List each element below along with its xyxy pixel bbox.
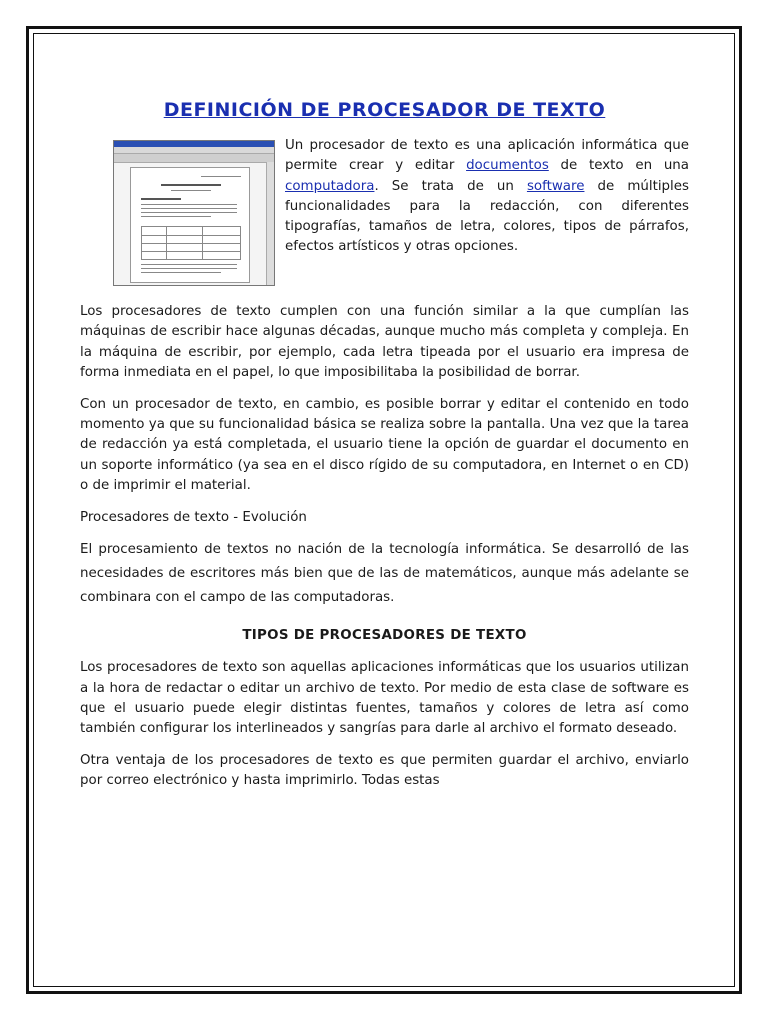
word-processor-screenshot-icon [113, 140, 275, 286]
link-computadora[interactable]: computadora [285, 178, 375, 194]
evolution-subtitle: Procesadores de texto - Evolución [80, 510, 307, 526]
link-software[interactable]: software [526, 178, 585, 194]
section-heading: TIPOS DE PROCESADORES DE TEXTO [242, 628, 527, 644]
paragraph-1: Los procesadores de texto cumplen con una función similar a la que cumplían las máquinas de escribir hace algunas décadas, aunque mucho más completa y compleja. En la máquina de escribir, por ejemplo, cada letra tipeada por el usuario era impresa de forma inmediata en el papel, lo que imposibilitaba la posibilidad de borrar. [80, 304, 689, 380]
document-title: DEFINICIÓN DE PROCESADOR DE TEXTO [163, 99, 606, 121]
paragraph-4: Los procesadores de texto son aquellas aplicaciones informáticas que los usuarios utilizan a la hora de redactar o editar un archivo de texto. Por medio de esta clase de software es que el usuario puede elegir distintas fuentes, tamaños y colores de letra así como también configurar los interlineados y sangrías para darle al archivo el formato deseado. [80, 660, 689, 737]
intro-paragraph: Un procesador de texto es una aplicación informática que permite crear y editar documentos de texto en una computadora. Se trata de un software de múltiples funcionalidades para la redacción, con diferentes tipografías, tamaños de letra, colores, tipos de párrafos, efectos artísticos y otras opciones. [285, 138, 689, 255]
paragraph-3: El procesamiento de textos no nación de la tecnología informática. Se desarrolló de las necesidades de escritores más bien que de las de matemáticos, aunque más adelante se combinara con el campo de las computadoras. [80, 542, 689, 606]
document-body [80, 100, 689, 804]
intro-section [80, 136, 689, 290]
paragraph-5: Otra ventaja de los procesadores de texto es que permiten guardar el archivo, enviarlo por correo electrónico y hasta imprimirlo. Todas estas [80, 753, 689, 789]
link-documentos[interactable]: documentos [466, 158, 549, 174]
paragraph-2: Con un procesador de texto, en cambio, es posible borrar y editar el contenido en todo momento ya que su funcionalidad básica se realiza sobre la pantalla. Una vez que la tarea de redacción ya está completada, el usuario tiene la opción de guardar el documento en un soporte informático (ya sea en el disco rígido de su computadora, en Internet o en CD) o de imprimir el material. [80, 397, 689, 493]
